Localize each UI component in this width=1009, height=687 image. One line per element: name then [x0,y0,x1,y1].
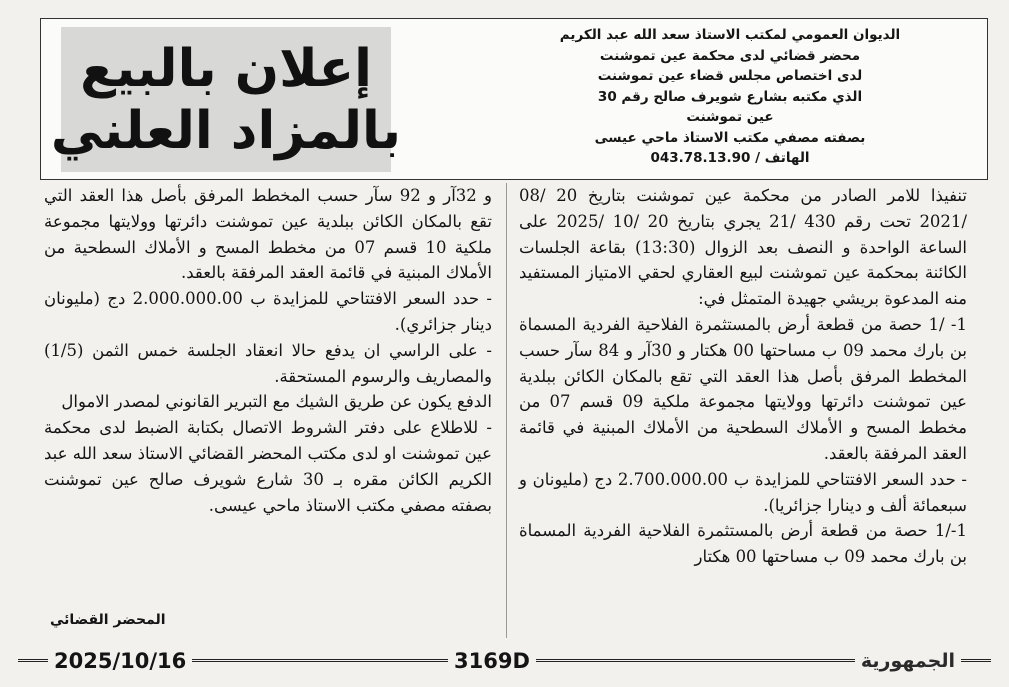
title-line-2: بالمزاد العلني [50,100,402,161]
office-phone: الهاتف / 043.78.13.90 [650,150,810,166]
paragraph: و 32آر و 92 سآر حسب المخطط المرفق بأصل هذا العقد التي تقع بالمكان الكائن ببلدية عين تموشنت دائرتها وولايتها مجموعة ملكية 10 قسم 07 من مخطط المسح و الأملاك السطحية من الأملاك المبنية في قائمة العقد المرفقة بالعقد. [44,186,493,283]
paragraph: - على الراسي ان يدفع حالا انعقاد الجلسة خمس الثمن (1/5) والمصاريف والرسوم المستحقة. [44,340,492,386]
office-line-2: محضر قضائي لدى محكمة عين تموشنت [599,47,861,64]
issue-code: 3169D [448,648,536,674]
paragraph: 1- /1 حصة من قطعة أرض بالمستثمرة الفلاحية الفردية المسماة بن بارك محمد 09 ب مساحتها 00 هكتار و 30آر و 84 سآر حسب المخطط المرفق بأصل هذا العقد التي تقع بالمكان الكائن ببلدية عين تموشنت دائرتها وولايتها مجموعة ملكية 09 قسم 07 من مخطط المسح و الأملاك السطحية من الأملاك المبنية في قائمة العقد المرفقة بالعقد. [519,314,967,463]
paragraph: 1-/1 حصة من قطعة أرض بالمستثمرة الفلاحية الفردية المسماة بن بارك محمد 09 ب مساحتها 00 هكتار [519,521,967,567]
issue-date: 2025/10/16 [48,648,192,674]
column-divider [506,183,507,638]
signature: المحضر القضائي [50,612,166,628]
paragraph: الدفع يكون عن طريق الشيك مع التبرير القانوني لمصدر الاموال [61,392,492,412]
header-box [40,18,988,180]
paragraph: - حدد السعر الافتتاحي للمزايدة ب 2.700.000.00 دج (مليونان و سبعمائة ألف و دينارا جزائريا). [519,469,967,515]
paragraph: - للاطلاع على دفتر الشروط الاتصال بكتابة الضبط لدى محكمة عين تموشنت او لدى مكتب المحضر القضائي الاستاذ سعد الله عبد الكريم الكائن مقره بـ 30 شارع شويرف صالح عين تموشنت بصفته مصفي مكتب الاستاذ ماحي عيسى. [44,418,492,515]
paragraph: تنفيذا للامر الصادر من محكمة عين تموشنت بتاريخ 20 /08 /2021 تحت رقم 430 /21 يجري بتاريخ 20 /10 /2025 على الساعة الواحدة و النصف بعد الزوال (13:30) بقاعة الجلسات الكائنة بمحكمة عين تموشنت لبيع العقاري لحقي الامتياز المستفيد منه المدعوة بريشي جهيدة المتمثل في: [519,186,968,309]
page-footer [18,648,991,674]
office-line-4: الذي مكتبه بشارع شويرف صالح رقم 30 [597,88,863,105]
bailiff-office-info [495,25,965,169]
office-line-1: الديوان العمومي لمكتب الاستاذ سعد الله عبد الكريم [559,27,901,43]
title-line-1: إعلان بالبيع [80,38,372,99]
newspaper-logo: الجمهورية [855,648,961,674]
announcement-title [50,27,402,172]
office-line-6: بصفته مصفي مكتب الاستاذ ماحي عيسى [594,129,866,146]
paragraph: - حدد السعر الافتتاحي للمزايدة ب 2.000.000.00 دج (مليونان دينار جزائري). [44,289,492,334]
office-line-3: لدى اختصاص مجلس قضاء عين تموشنت [597,68,863,84]
office-line-5: عين تموشنت [686,109,774,125]
right-column [519,183,967,570]
left-column [44,183,492,518]
